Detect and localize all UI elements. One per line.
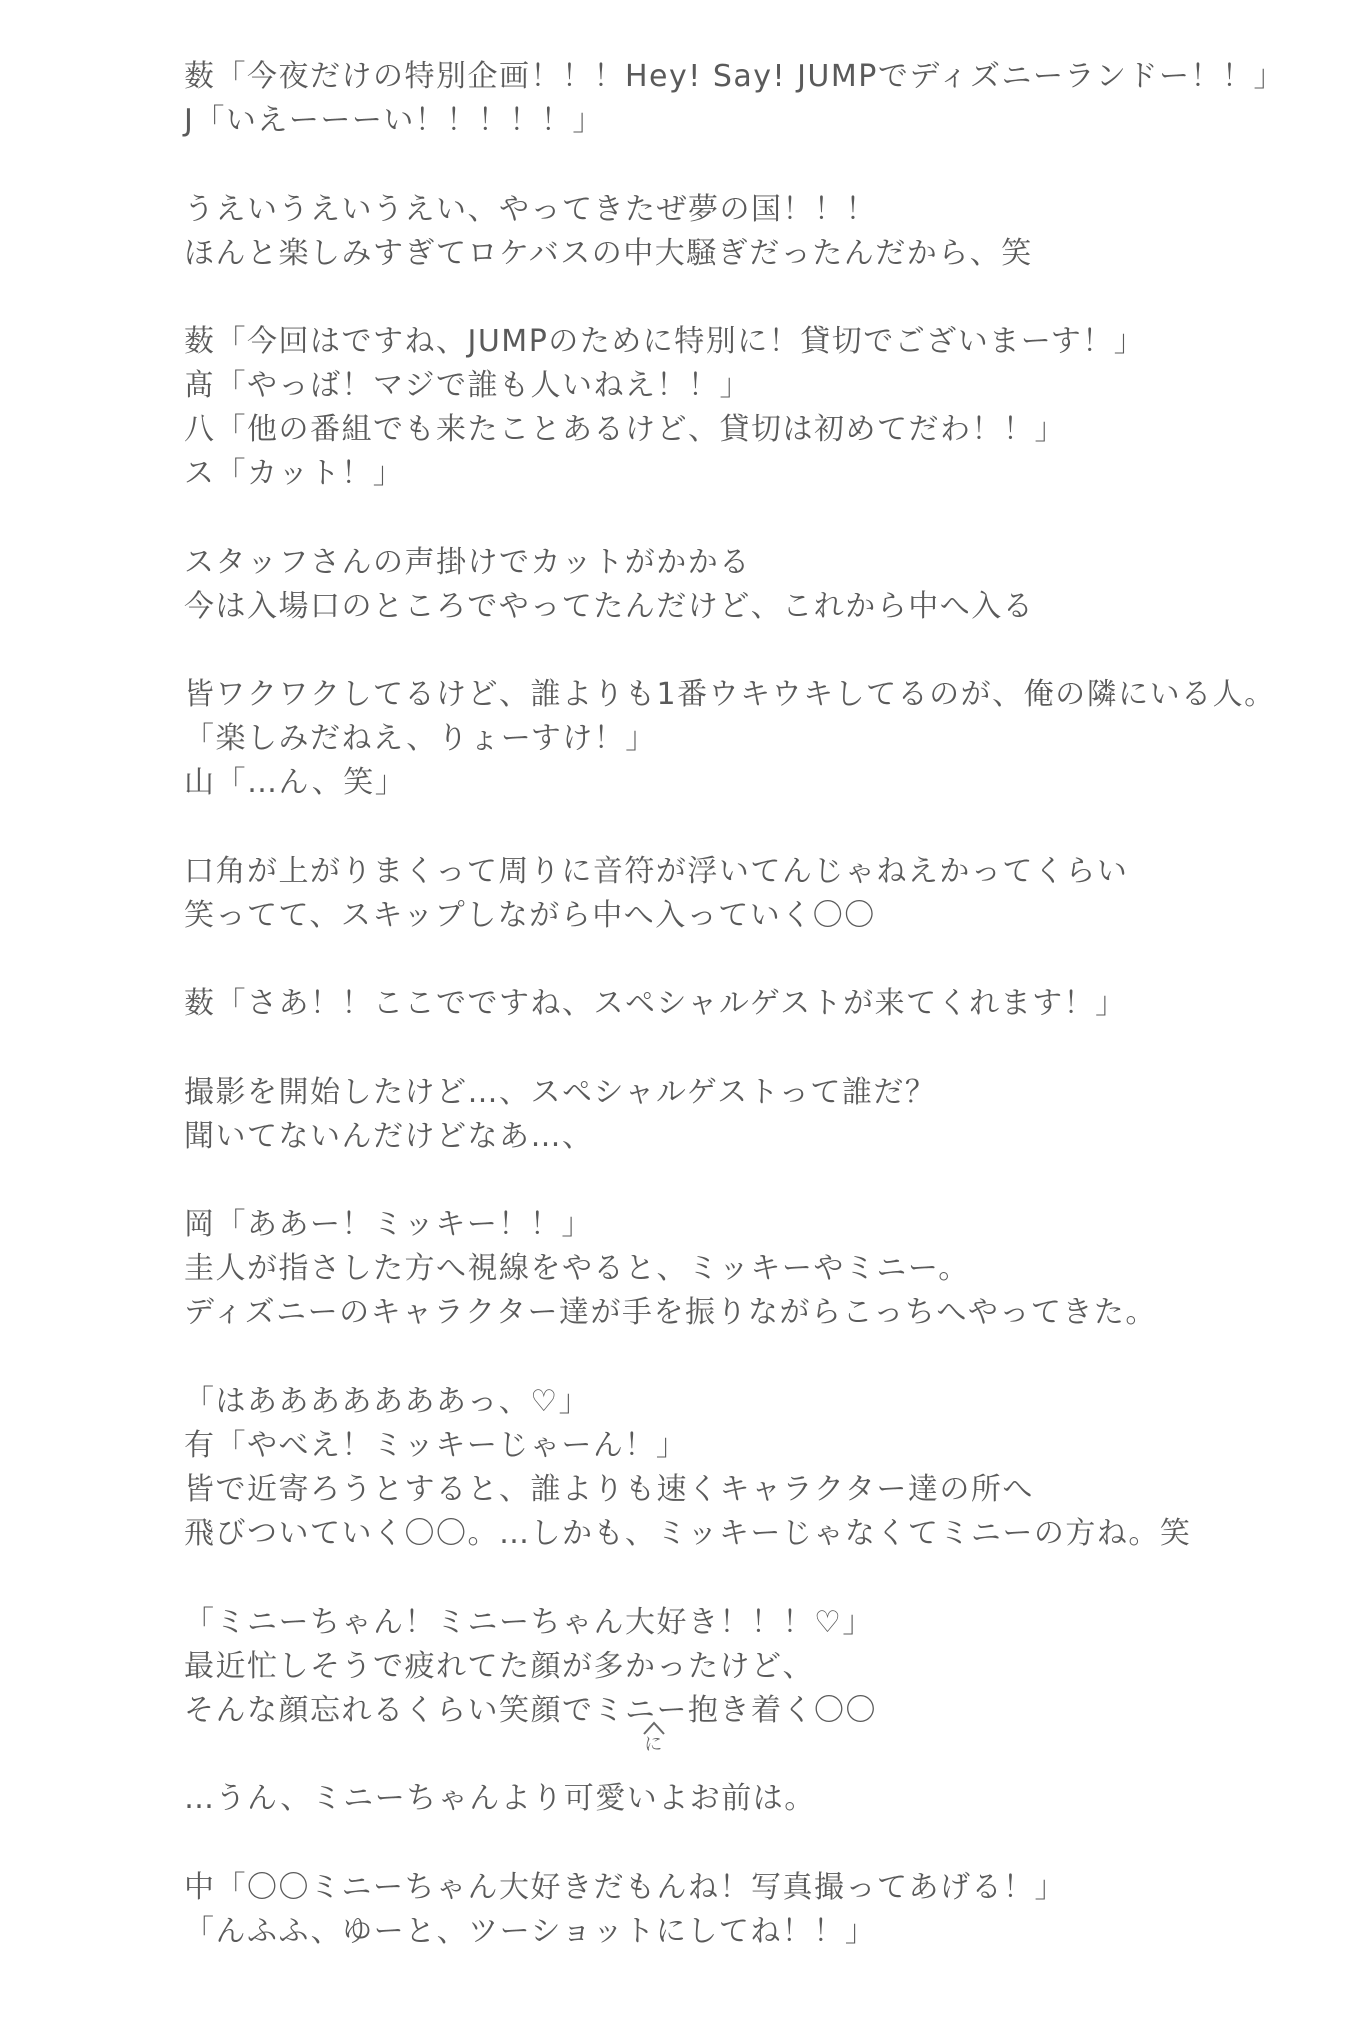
text-line: 圭人が指さした方へ視線をやると、ミッキーやミニー。 — [184, 1251, 970, 1286]
text-line: 「楽しみだねえ、りょーすけ！」 — [184, 721, 657, 756]
text-line: そんな顔忘れるくらい笑顔でミニー抱き着く〇〇 — [184, 1693, 877, 1728]
text-line: 撮影を開始したけど…、スペシャルゲストって誰だ？ — [184, 1075, 937, 1110]
text-line: 最近忙しそうで疲れてた顔が多かったけど、 — [184, 1649, 814, 1684]
text-line: ほんと楽しみすぎてロケバスの中大騒ぎだったんだから、笑 — [184, 236, 1033, 271]
text-line: 皆で近寄ろうとすると、誰よりも速くキャラクター達の所へ — [184, 1472, 1034, 1507]
insertion-note: に — [644, 1734, 664, 1755]
text-line: 薮「今夜だけの特別企画！！！Hey! Say! JUMPでディズニーランドー！！」 — [184, 59, 1285, 94]
text-line: ディズニーのキャラクター達が手を振りながらこっちへやってきた。 — [184, 1295, 1157, 1330]
text-line: 有「やべえ！ミッキーじゃーん！」 — [184, 1428, 688, 1463]
text-line: 飛びついていく〇〇。…しかも、ミッキーじゃなくてミニーの方ね。笑 — [184, 1516, 1192, 1551]
text-line: 山「…ん、笑」 — [184, 765, 407, 800]
text-line: 「ミニーちゃん！ミニーちゃん大好き！！！♡」 — [184, 1605, 874, 1640]
text-line: 八「他の番組でも来たことあるけど、貸切は初めてだわ！！」 — [184, 412, 1066, 447]
text-line: 笑ってて、スキップしながら中へ入っていく〇〇 — [184, 898, 876, 933]
text-line: 薮「さあ！！ここでですね、スペシャルゲストが来てくれます！」 — [184, 986, 1127, 1021]
text-line: J「いえーーーい！！！！！」 — [184, 103, 604, 138]
text-line: 「んふふ、ゆーと、ツーショットにしてね！！」 — [184, 1914, 877, 1949]
text-line: 聞いてないんだけどなあ…、 — [184, 1119, 594, 1154]
text-line: スタッフさんの声掛けでカットがかかる — [184, 545, 751, 580]
text-line: 髙「やっば！マジで誰も人いねえ！！」 — [184, 368, 751, 403]
text-line: ス「カット！」 — [184, 456, 405, 491]
text-line: 口角が上がりまくって周りに音符が浮いてんじゃねえかってくらい — [184, 854, 1129, 889]
text-line: 今は入場口のところでやってたんだけど、これから中へ入る — [184, 589, 1035, 624]
text-line: 岡「ああー！ミッキー！！」 — [184, 1207, 593, 1242]
text-line: 「はあああああああっ、♡」 — [184, 1384, 591, 1419]
text-line: うえいうえいうえい、やってきたぜ夢の国！！！ — [184, 192, 877, 227]
text-line: 薮「今回はですね、JUMPのために特別に！貸切でございまーす！」 — [184, 324, 1146, 359]
text-line: 皆ワクワクしてるけど、誰よりも1番ウキウキしてるのが、俺の隣にいる人。 — [184, 677, 1276, 712]
text-line: …うん、ミニーちゃんより可愛いよお前は。 — [184, 1781, 816, 1816]
text-line: 中「〇〇ミニーちゃん大好きだもんね！写真撮ってあげる！」 — [184, 1870, 1066, 1905]
